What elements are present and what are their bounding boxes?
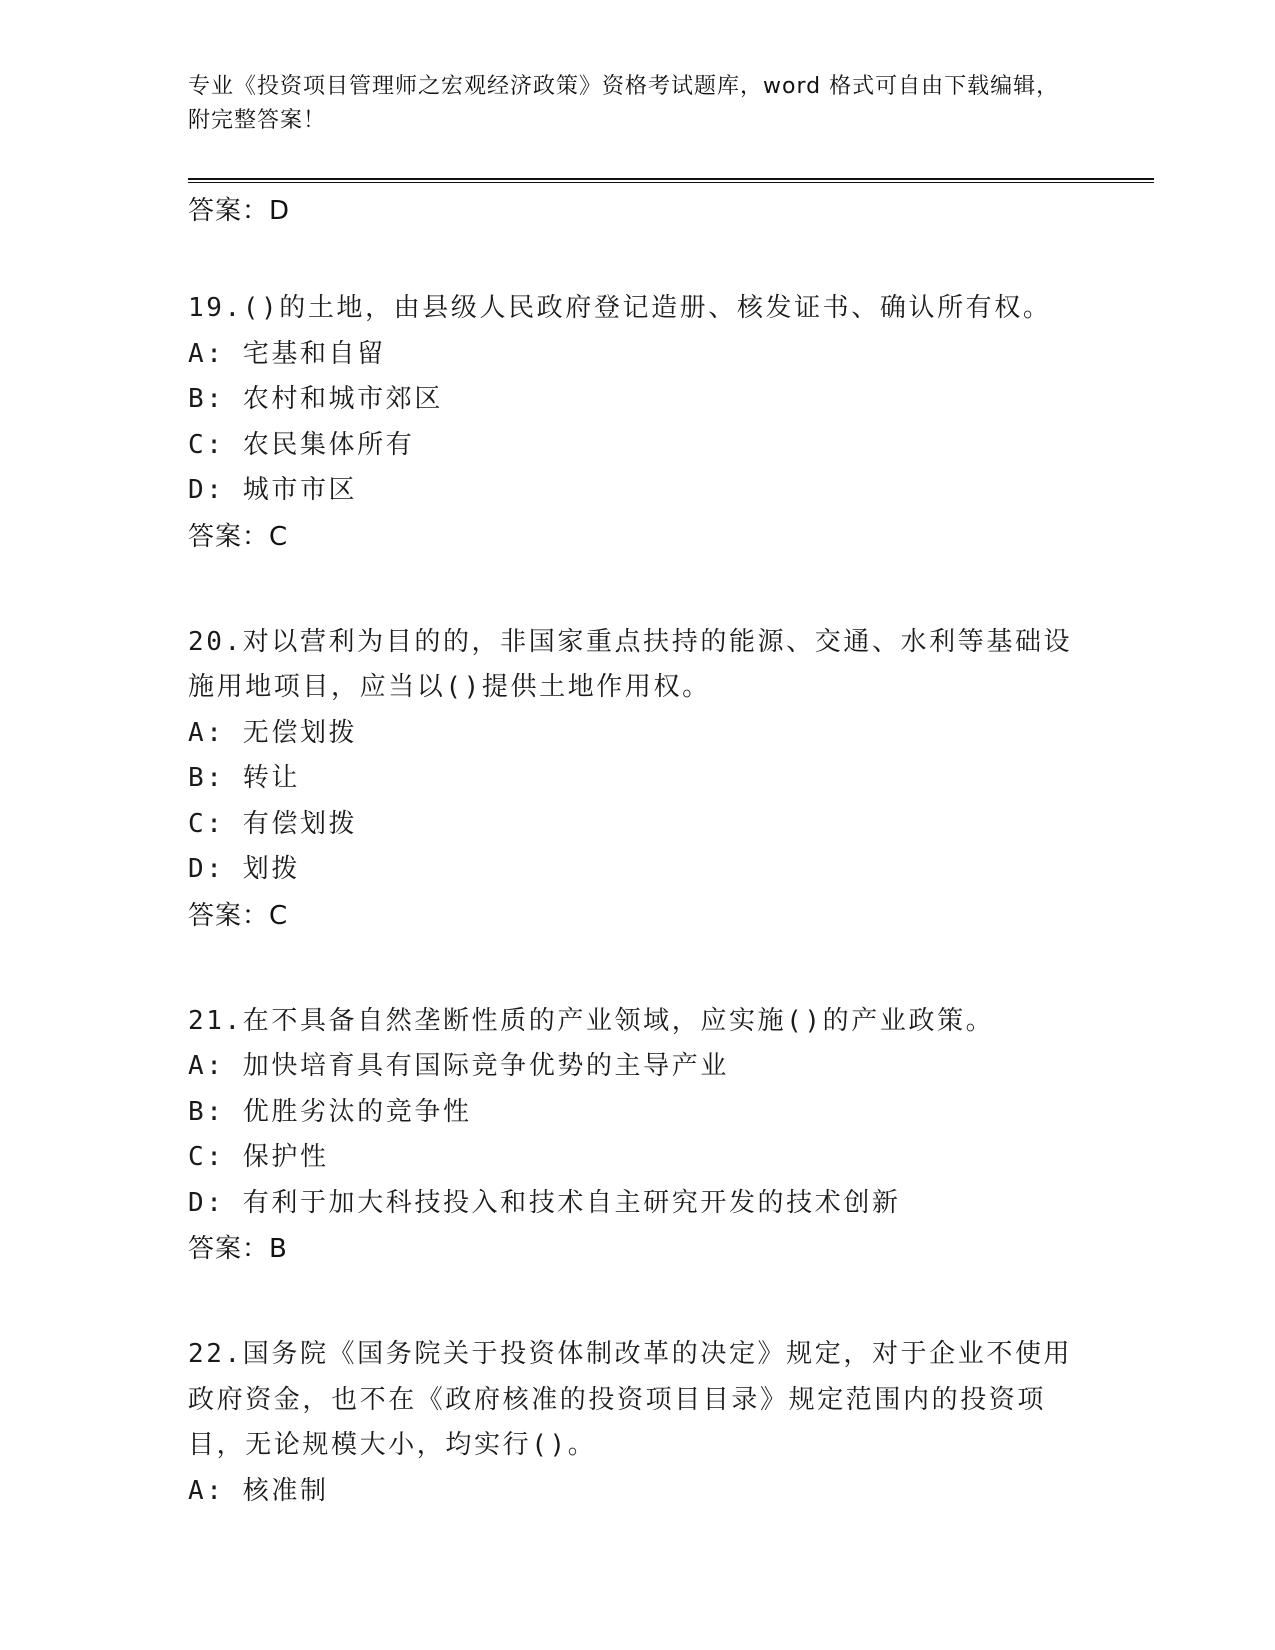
answer-line: 答案：B [188, 1234, 288, 1264]
page-header: 专业《投资项目管理师之宏观经济政策》资格考试题库，word 格式可自由下载编辑，附完整答案！ [188, 74, 1060, 133]
option-b: B: 优胜劣汰的竞争性 [188, 1096, 472, 1127]
question-list [188, 188, 1088, 1514]
spacer [188, 560, 1088, 620]
option-a: A: 无偿划拨 [188, 717, 358, 748]
spacer [188, 939, 1088, 999]
question-21 [188, 999, 1088, 1273]
spacer [188, 1272, 1088, 1332]
option-d: D: 有利于加大科技投入和技术自主研究开发的技术创新 [188, 1187, 901, 1218]
option-a: A: 宅基和自留 [188, 338, 386, 369]
option-c: C: 有偿划拨 [188, 808, 358, 839]
question-20 [188, 620, 1088, 939]
question-stem: 21.在不具备自然垄断性质的产业领域，应实施()的产业政策。 [188, 1005, 995, 1036]
option-c: C: 农民集体所有 [188, 429, 415, 460]
header-divider [188, 178, 1154, 183]
answer-line: 答案：D [188, 196, 291, 226]
option-d: D: 划拨 [188, 854, 300, 884]
option-d: D: 城市市区 [188, 475, 358, 505]
option-b: B: 农村和城市郊区 [188, 384, 443, 414]
question-19 [188, 286, 1088, 560]
option-c: C: 保护性 [188, 1142, 329, 1172]
question-22 [188, 1332, 1088, 1514]
option-a: A: 核准制 [188, 1475, 329, 1506]
spacer [188, 234, 1088, 286]
option-a: A: 加快培育具有国际竞争优势的主导产业 [188, 1051, 729, 1081]
question-stem: 22.国务院《国务院关于投资体制改革的决定》规定，对于企业不使用政府资金，也不在《政府核准的投资项目目录》规定范围内的投资项目，无论规模大小，均实行()。 [188, 1339, 1073, 1460]
answer-line: 答案：C [188, 521, 289, 552]
answer-line: 答案：C [188, 900, 289, 931]
question-stem: 19.()的土地，由县级人民政府登记造册、核发证书、确认所有权。 [188, 293, 1052, 323]
question-stem: 20.对以营利为目的的，非国家重点扶持的能源、交通、水利等基础设施用地项目，应当以()提供土地作用权。 [188, 626, 1073, 702]
option-b: B: 转让 [188, 763, 300, 793]
